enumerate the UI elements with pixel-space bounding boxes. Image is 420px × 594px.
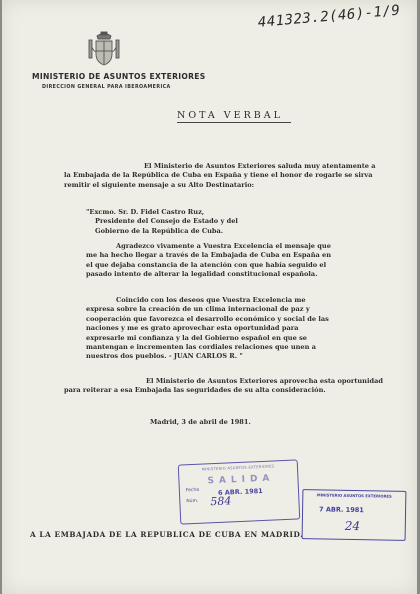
stamp-number: 24: [344, 518, 361, 534]
document-title: NOTA VERBAL: [177, 110, 297, 121]
recipient-line: Presidente del Consejo de Estado y del: [95, 217, 238, 226]
stamp-header: MINISTERIO ASUNTOS EXTERIORES: [201, 463, 275, 472]
recipient-line: "Excmo. Sr. D. Fidel Castro Ruz,: [86, 208, 205, 216]
stamp-number: 584: [210, 494, 232, 509]
document-page: [2, 0, 417, 594]
stamp-date: 7 ABR. 1981: [319, 505, 364, 515]
ministry-name: MINISTERIO DE ASUNTOS EXTERIORES: [32, 72, 206, 81]
stamp-date-label: Fecha: [185, 487, 200, 494]
addressee-line: A LA EMBAJADA DE LA REPUBLICA DE CUBA EN MADRID.: [30, 530, 304, 539]
outgoing-registry-stamp: [178, 459, 301, 524]
intro-text: El Ministerio de Asuntos Exteriores saluda muy atentamente a la Embajada de la República de Cuba en España y tiene el honor de rogarle se sirva remitir el siguiente mensaje a su Alto Destinatario:: [64, 162, 376, 189]
closing-paragraph: El Ministerio de Asuntos Exteriores aprovecha esta oportunidad para reiterar a esa Embajada las seguridades de su alta consideración.: [64, 377, 383, 395]
message-paragraph: Coincido con los deseos que Vuestra Excelencia me expresa sobre la creación de un clima internacional de paz y cooperación que favorezca el desarrollo económico y social de las naciones y me es grato aprovechar esta oportunidad para expresarle mi confianza y la del Gobierno español en que se mantengan e incrementen las cordiales relaciones que unen a nuestros dos pueblos. - JUAN CARLOS R. ": [86, 296, 329, 361]
incoming-registry-stamp: [302, 489, 407, 541]
date-line: Madrid, 3 de abril de 1981.: [150, 418, 251, 426]
archive-reference: 441323.2(46)-1/9: [257, 2, 401, 31]
coat-of-arms-icon: [86, 30, 122, 68]
stamp-date: 6 ABR. 1981: [217, 486, 263, 497]
stamp-header: MINISTERIO ASUNTOS EXTERIORES: [316, 492, 392, 499]
recipient-line: Gobierno de la República de Cuba.: [95, 226, 224, 235]
directorate-name: DIRECCION GENERAL PARA IBEROAMERICA: [42, 85, 171, 90]
message-paragraph: Agradezco vivamente a Vuestra Excelencia el mensaje que me ha hecho llegar a través de la Embajada de Cuba en España en el que dejaba constancia de la atención con que había seguido el pasado intento de alterar la legalidad constitucional española.: [86, 242, 332, 279]
intro-paragraph: [64, 162, 384, 190]
stamp-number-label: Núm.: [186, 498, 199, 505]
stamp-word: SALIDA: [207, 473, 275, 487]
recipient-block: [86, 208, 336, 236]
